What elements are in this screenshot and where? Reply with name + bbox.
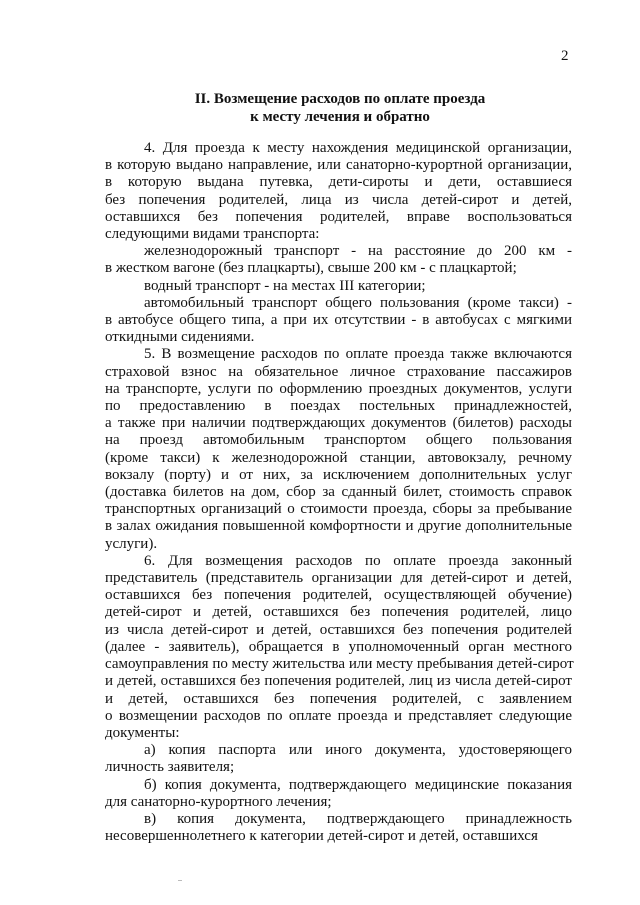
paragraph bbox=[105, 243, 572, 277]
paragraph bbox=[105, 295, 572, 347]
text-line: детей-сирот и детей, оставшихся без попечения родителей, лицо bbox=[105, 604, 572, 621]
paragraph bbox=[105, 140, 572, 243]
text-line: личность заявителя; bbox=[105, 759, 235, 776]
text-line: оставшихся без попечения родителей, вправе воспользоваться bbox=[105, 208, 572, 225]
text-line: оставшихся без попечения родителей, осуществляющей обучение) bbox=[105, 587, 572, 604]
text-line: в жестком вагоне (без плацкарты), свыше 200 км - с плацкартой; bbox=[105, 260, 517, 277]
text-line: автомобильный транспорт общего пользования (кроме такси) - bbox=[144, 294, 572, 311]
text-line: на проезд автомобильным транспортом общего пользования bbox=[105, 432, 572, 449]
section-heading-line-2: к месту лечения и обратно bbox=[250, 109, 430, 125]
scan-mark bbox=[178, 880, 182, 881]
text-line: вокзалу (порту) и от них, за исключением дополнительных услуг bbox=[105, 466, 572, 483]
text-line: услуги). bbox=[105, 535, 158, 552]
text-line: транспортных организаций о стоимости проезда, сборы за пребывание bbox=[105, 501, 572, 518]
text-line: следующими видами транспорта: bbox=[105, 226, 320, 243]
text-line: в которую выдано направление, или санаторно-курортной организации, bbox=[105, 157, 572, 174]
paragraph bbox=[105, 777, 572, 811]
text-line: 4. Для проезда к месту нахождения медицинской организации, bbox=[144, 140, 572, 156]
text-line: водный транспорт - на местах III категории; bbox=[144, 277, 426, 294]
text-line: (кроме такси) к железнодорожной станции, автовокзалу, речному bbox=[105, 449, 572, 466]
document-body bbox=[105, 140, 572, 845]
paragraph bbox=[105, 553, 572, 742]
text-line: для санаторно-курортного лечения; bbox=[105, 793, 332, 810]
text-line: о возмещении расходов по оплате проезда и представляет следующие bbox=[105, 707, 572, 724]
text-line: и детей, оставшихся без попечения родителей, с заявлением bbox=[105, 690, 572, 707]
text-line: в залах ожидания повышенной комфортности и другие дополнительные bbox=[105, 518, 572, 535]
text-line: и детей, оставшихся без попечения родителей, лиц из числа детей-сирот bbox=[105, 673, 572, 690]
text-line: представитель (представитель организации для детей-сирот и детей, bbox=[105, 570, 572, 587]
paragraph bbox=[105, 346, 572, 552]
text-line: на транспорте, услуги по оформлению проездных документов, услуги bbox=[105, 380, 572, 397]
paragraph bbox=[105, 811, 572, 845]
text-line: а также при наличии подтверждающих документов (билетов) расходы bbox=[105, 415, 572, 432]
paragraph bbox=[105, 278, 572, 295]
text-line: самоуправления по месту жительства или месту пребывания детей-сирот bbox=[105, 656, 574, 673]
text-line: документы: bbox=[105, 724, 180, 741]
text-line: 6. Для возмещения расходов по оплате проезда законный bbox=[144, 552, 572, 569]
text-line: 5. В возмещение расходов по оплате проезда также включаются bbox=[144, 346, 572, 363]
text-line: (доставка билетов на дом, сбор за сданный билет, стоимость справок bbox=[105, 484, 572, 501]
text-line: в которую выдана путевка, дети-сироты и дети, оставшиеся bbox=[105, 174, 572, 191]
page-number: 2 bbox=[561, 48, 569, 64]
section-heading bbox=[100, 90, 580, 126]
text-line: по предоставлению в поездах постельных принадлежностей, bbox=[105, 398, 572, 415]
text-line: откидными сидениями. bbox=[105, 329, 255, 346]
text-line: страховой взнос на обязательное личное страхование пассажиров bbox=[105, 363, 572, 380]
text-line: в автобусе общего типа, а при их отсутствии - в автобусах с мягкими bbox=[105, 312, 572, 329]
text-line: несовершеннолетнего к категории детей-сирот и детей, оставшихся bbox=[105, 828, 538, 845]
text-line: б) копия документа, подтверждающего медицинские показания bbox=[144, 776, 572, 793]
paragraph bbox=[105, 742, 572, 776]
text-line: без попечения родителей, лица из числа детей-сирот и детей, bbox=[105, 191, 572, 208]
text-line: в) копия документа, подтверждающего принадлежность bbox=[144, 810, 572, 827]
text-line: (далее - заявитель), обращается в уполномоченный орган местного bbox=[105, 638, 572, 655]
text-line: железнодорожный транспорт - на расстояние до 200 км - bbox=[144, 243, 572, 260]
section-heading-line-1: II. Возмещение расходов по оплате проезда bbox=[194, 91, 486, 107]
text-line: а) копия паспорта или иного документа, удостоверяющего bbox=[144, 742, 572, 759]
text-line: из числа детей-сирот и детей, оставшихся без попечения родителей bbox=[105, 621, 572, 638]
